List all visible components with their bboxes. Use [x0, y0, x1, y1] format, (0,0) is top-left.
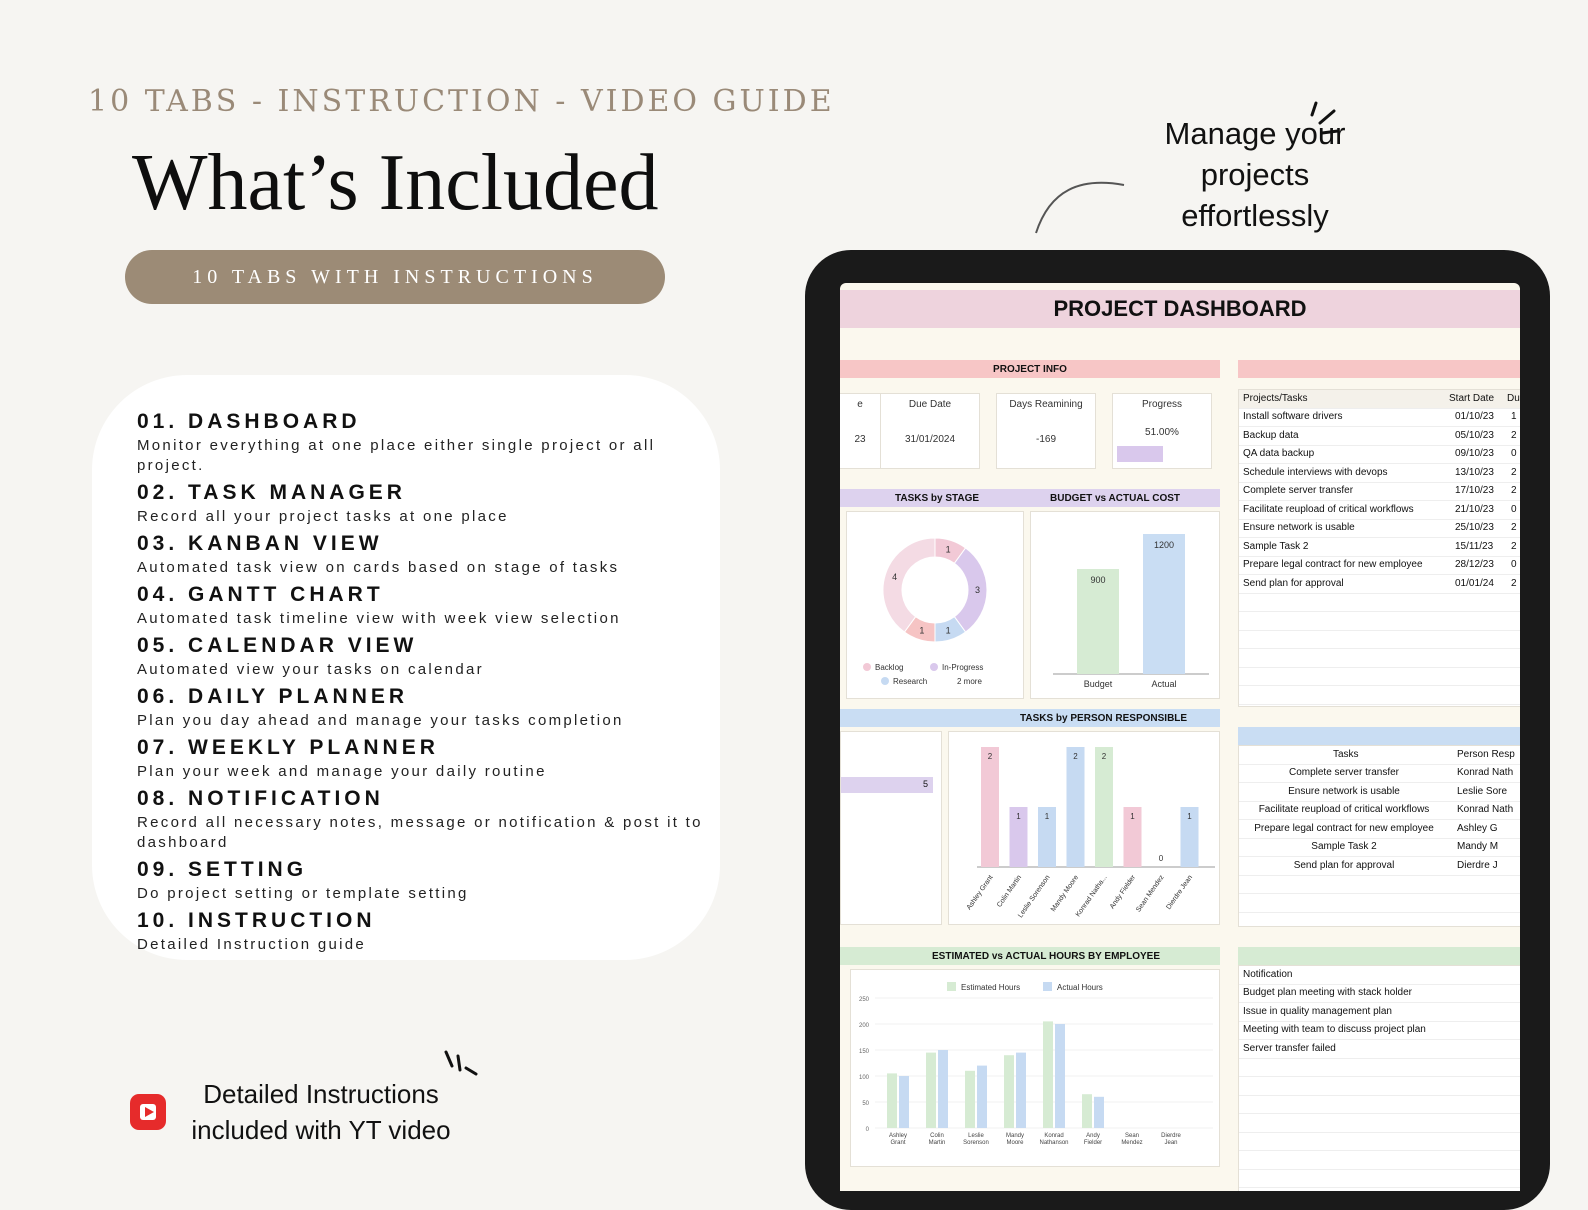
- hours-act-bar: [1016, 1053, 1026, 1128]
- person-value-label: 2: [1101, 752, 1107, 761]
- tab-description: Record all your project tasks at one place: [137, 508, 509, 525]
- table-cell: Leslie Sore: [1457, 785, 1508, 797]
- table-row: [1239, 764, 1520, 783]
- donut-card: [846, 511, 1024, 699]
- tab-heading: 06. DAILY PLANNER: [137, 685, 409, 708]
- table-cell: Install software drivers: [1243, 411, 1343, 422]
- donut-label: 1: [919, 625, 925, 636]
- table-row: [1239, 1095, 1520, 1114]
- person-name-label: Andy Fielder: [1108, 874, 1138, 911]
- table-cell: 15/11/23: [1455, 540, 1494, 552]
- hours-act-bar: [1094, 1097, 1104, 1128]
- table-cell: Schedule interviews with devops: [1243, 466, 1388, 478]
- kpi-label: Progress: [1141, 399, 1182, 410]
- hours-est-bar: [1004, 1055, 1014, 1128]
- table-header-cell: Start Date: [1449, 393, 1495, 404]
- tab-item: [137, 787, 707, 853]
- legend-dot: [930, 663, 938, 671]
- table-row: [1239, 1151, 1520, 1170]
- table-header-cell: Projects/Tasks: [1243, 393, 1308, 404]
- table-cell: 05/10/23: [1455, 429, 1494, 441]
- progress-fill: [1117, 446, 1163, 462]
- person-value-label: 1: [1130, 812, 1135, 821]
- person-name-label: Konrad Natha...: [1074, 874, 1109, 919]
- kpi-label: Days Reamining: [1009, 399, 1083, 410]
- hours-bar-chart: [851, 970, 1219, 1166]
- hours-est-bar: [1082, 1094, 1092, 1128]
- notif-header-cell: Notification: [1243, 969, 1293, 980]
- stage-budget-header: [840, 489, 1220, 507]
- table-row: [1239, 575, 1520, 594]
- hours-name-label: Colin: [930, 1133, 944, 1139]
- sparkle-icon: [440, 1048, 480, 1088]
- person-name-label: Colin Martin: [995, 874, 1024, 909]
- tab-heading: 05. CALENDAR VIEW: [137, 634, 418, 657]
- tabs-list: [137, 410, 707, 955]
- table-row: [1239, 1114, 1520, 1133]
- tab-description: Plan your week and manage your daily routine: [137, 763, 547, 780]
- table-cell: 13/10/23: [1455, 466, 1494, 478]
- hours-est-bar: [1043, 1021, 1053, 1128]
- table-cell: 28/12/23: [1455, 559, 1494, 570]
- table-row: [1239, 984, 1520, 1003]
- hours-legend-label: Estimated Hours: [961, 983, 1021, 992]
- legend-swatch: [947, 982, 956, 991]
- table-cell: Ashley G: [1457, 822, 1498, 834]
- table-row: [1239, 1040, 1520, 1059]
- table-cell: Konrad Nath: [1457, 767, 1514, 778]
- table-cell: Facilitate reupload of critical workflows: [1243, 503, 1414, 515]
- tab-description: Record all necessary notes, message or notification & post it to dashboard: [137, 814, 703, 851]
- yt-caption: [176, 1076, 466, 1148]
- tab-heading: 04. GANTT CHART: [137, 583, 384, 606]
- y-tick-label: 150: [858, 1049, 869, 1055]
- y-tick-label: 200: [858, 1023, 869, 1029]
- hours-name-label: Konrad: [1044, 1133, 1064, 1139]
- y-tick-label: 0: [865, 1127, 869, 1133]
- tab-description: Automated task timeline view with week view selection: [137, 610, 621, 627]
- legend-dot: [863, 663, 871, 671]
- tab-description: Do project setting or template setting: [137, 885, 469, 902]
- hours-est-bar: [965, 1071, 975, 1128]
- hours-act-bar: [899, 1076, 909, 1128]
- person-header: [840, 709, 1220, 727]
- table-row: [1239, 612, 1520, 631]
- tab-heading: 02. TASK MANAGER: [137, 481, 406, 504]
- notif-cell: Budget plan meeting with stack holder: [1243, 987, 1412, 998]
- table-cell: 01/10/23: [1455, 411, 1494, 422]
- table-cell: Prepare legal contract for new employee: [1254, 822, 1434, 834]
- dashboard-screen: [840, 283, 1520, 1191]
- tasks-list-header: [1238, 360, 1520, 378]
- table-cell: 21/10/23: [1455, 503, 1494, 515]
- person-value-label: 1: [1016, 812, 1021, 821]
- table-row: [1239, 783, 1520, 802]
- person-value-label: 1: [1044, 812, 1050, 821]
- hours-name-label: Sean: [1124, 1133, 1140, 1139]
- hours-name-label: Moore: [1006, 1140, 1024, 1146]
- table-row: [1239, 667, 1520, 686]
- table-header-cell: Du: [1507, 393, 1520, 404]
- kpi-label: Due Date: [908, 399, 952, 410]
- tasks-table-header: [1239, 390, 1520, 409]
- tab-item: [137, 532, 707, 578]
- table-row: [1239, 686, 1520, 705]
- person-name-label: Leslie Sorenson: [1017, 874, 1052, 920]
- budget-category-label: Budget: [1083, 679, 1113, 689]
- budget-title: BUDGET vs ACTUAL COST: [1050, 492, 1181, 504]
- table-cell: 0: [1511, 448, 1517, 459]
- budget-value-label: 900: [1090, 575, 1106, 585]
- table-cell: 09/10/23: [1455, 448, 1494, 459]
- hours-name-label: Sorenson: [963, 1140, 989, 1146]
- tab-item: [137, 909, 707, 955]
- tab-heading: 09. SETTING: [137, 858, 308, 881]
- kpi-value: 31/01/2024: [904, 434, 956, 445]
- table-cell: 2: [1511, 485, 1517, 496]
- hours-card: [850, 969, 1220, 1167]
- project-info-header: PROJECT INFO: [840, 360, 1220, 378]
- hours-name-label: Grant: [890, 1140, 906, 1146]
- tab-item: [137, 410, 707, 476]
- table-cell: 01/01/24: [1455, 577, 1494, 589]
- tab-description: Plan you day ahead and manage your tasks completion: [137, 712, 624, 729]
- y-tick-label: 250: [858, 997, 869, 1003]
- kpi-card: [880, 393, 980, 469]
- hours-name-label: Dierdre: [1161, 1133, 1181, 1139]
- table-row: [1239, 1021, 1520, 1040]
- stage-donut-chart: [847, 512, 1023, 698]
- hours-legend-label: Actual Hours: [1057, 983, 1103, 992]
- table-cell: Facilitate reupload of critical workflows: [1258, 804, 1430, 815]
- table-cell: 25/10/23: [1455, 522, 1494, 533]
- hours-name-label: Jean: [1164, 1140, 1178, 1146]
- person-value-label: 1: [1187, 812, 1192, 821]
- resp-table: [1238, 745, 1520, 927]
- y-tick-label: 100: [858, 1075, 869, 1081]
- hours-act-bar: [1055, 1024, 1065, 1128]
- hours-header: [840, 947, 1220, 965]
- table-cell: Konrad Nath: [1457, 804, 1514, 815]
- tab-description: Automated task view on cards based on stage of tasks: [137, 559, 620, 576]
- table-row: [1239, 649, 1520, 668]
- table-cell: Send plan for approval: [1243, 577, 1344, 589]
- table-cell: 2: [1511, 577, 1517, 589]
- table-cell: 1: [1511, 411, 1517, 422]
- donut-legend-label: Research: [893, 677, 928, 686]
- person-name-label: Dierdre Jean: [1165, 874, 1195, 911]
- table-row: [1239, 838, 1520, 857]
- kpi-value: 23: [854, 434, 866, 445]
- person-bar: [981, 747, 999, 867]
- table-cell: Ensure network is usable: [1243, 522, 1355, 533]
- tasks-stage-title: TASKS by STAGE: [895, 492, 980, 504]
- tab-item: [137, 858, 707, 904]
- callout-arrow-icon: [1030, 95, 1380, 245]
- yt-caption-line1: Detailed Instructions: [203, 1079, 439, 1109]
- donut-slice: [954, 548, 987, 632]
- tab-item: [137, 583, 707, 629]
- table-row: [1239, 464, 1520, 483]
- table-cell: Backup data: [1243, 429, 1299, 441]
- table-row: [1239, 538, 1520, 557]
- person-bar-chart: [949, 732, 1219, 924]
- notif-cell: Meeting with team to discuss project plan: [1243, 1024, 1426, 1035]
- donut-legend-label: Backlog: [875, 663, 904, 672]
- kpi-label: e: [857, 399, 863, 410]
- tab-heading: 10. INSTRUCTION: [137, 909, 376, 932]
- resp-header: [1238, 727, 1520, 745]
- person-bar: [1095, 747, 1113, 867]
- table-cell: 2: [1511, 429, 1517, 441]
- table-row: [1239, 519, 1520, 538]
- table-row: [1239, 593, 1520, 612]
- table-header-cell: Person Resp: [1457, 749, 1515, 760]
- person-bar: [1067, 747, 1085, 867]
- tab-item: [137, 685, 707, 731]
- table-row: [1239, 482, 1520, 501]
- tab-heading: 07. WEEKLY PLANNER: [137, 736, 439, 759]
- yt-caption-line2: included with YT video: [191, 1115, 451, 1145]
- table-row: [1239, 427, 1520, 446]
- person-value-label: 2: [1073, 752, 1078, 761]
- table-cell: 0: [1511, 503, 1517, 515]
- hours-est-bar: [926, 1053, 936, 1128]
- page-title: What’s Included: [132, 139, 659, 227]
- callout-line2: projects: [1200, 157, 1310, 192]
- budget-bar: [1143, 534, 1185, 674]
- hours-name-label: Leslie: [968, 1133, 984, 1139]
- kicker-text: 10 TABS - INSTRUCTION - VIDEO GUIDE: [88, 84, 835, 119]
- table-header-cell: Tasks: [1333, 749, 1359, 760]
- budget-category-label: Actual: [1151, 679, 1177, 689]
- hbar-label: 5: [923, 779, 929, 789]
- tabs-badge: 10 TABS WITH INSTRUCTIONS: [125, 250, 665, 304]
- table-row: [1239, 820, 1520, 839]
- table-row: [1239, 1169, 1520, 1188]
- budget-value-label: 1200: [1153, 540, 1175, 550]
- tab-heading: 08. NOTIFICATION: [137, 787, 384, 810]
- callout-line1: Manage your: [1164, 116, 1346, 151]
- notif-header: [1238, 947, 1520, 965]
- budget-card: [1030, 511, 1220, 699]
- kpi-card: [996, 393, 1096, 469]
- table-row: [1239, 1003, 1520, 1022]
- tab-item: [137, 736, 707, 782]
- budget-bar-chart: [1031, 512, 1219, 698]
- table-cell: Dierdre J: [1457, 859, 1498, 871]
- table-cell: Send plan for approval: [1293, 859, 1395, 871]
- kpi-value: 51.00%: [1145, 427, 1179, 438]
- hours-title: ESTIMATED vs ACTUAL HOURS BY EMPLOYEE: [932, 950, 1160, 962]
- donut-label: 4: [892, 571, 898, 582]
- table-row: [1239, 630, 1520, 649]
- table-cell: 2: [1511, 540, 1517, 552]
- table-cell: 17/10/23: [1455, 485, 1494, 496]
- table-row: [1239, 875, 1520, 894]
- youtube-icon: [130, 1094, 166, 1130]
- tab-heading: 01. DASHBOARD: [137, 410, 361, 433]
- hbar-card: [840, 731, 942, 925]
- table-cell: Prepare legal contract for new employee: [1243, 559, 1423, 570]
- dashboard-title: PROJECT DASHBOARD: [840, 290, 1520, 328]
- hours-name-label: Nathanson: [1039, 1140, 1069, 1146]
- hours-act-bar: [977, 1066, 987, 1128]
- hours-name-label: Mandy: [1005, 1133, 1025, 1139]
- tasks-table: [1238, 389, 1520, 707]
- table-row: [1239, 501, 1520, 520]
- y-tick-label: 50: [862, 1101, 869, 1107]
- hours-name-label: Ashley: [888, 1133, 908, 1139]
- donut-label: 1: [945, 625, 951, 636]
- table-row: [1239, 1058, 1520, 1077]
- table-cell: Complete server transfer: [1288, 767, 1400, 778]
- table-row: [1239, 894, 1520, 913]
- hours-act-bar: [938, 1050, 948, 1128]
- hbar: [841, 777, 933, 793]
- donut-label: 3: [974, 585, 981, 595]
- notif-cell: Issue in quality management plan: [1243, 1005, 1392, 1017]
- kpi-card: [1112, 393, 1212, 469]
- donut-legend-label: In-Progress: [942, 663, 984, 672]
- hours-name-label: Mendez: [1121, 1140, 1143, 1146]
- table-row: [1239, 1077, 1520, 1096]
- table-cell: 2: [1511, 466, 1517, 478]
- donut-legend-label: 2 more: [957, 677, 982, 686]
- table-row: [1239, 408, 1520, 427]
- progress-bar: [1117, 446, 1207, 462]
- legend-swatch: [1043, 982, 1052, 991]
- tab-item: [137, 481, 707, 527]
- hours-est-bar: [887, 1073, 897, 1128]
- table-cell: Sample Task 2: [1311, 841, 1377, 852]
- table-cell: Complete server transfer: [1243, 485, 1354, 496]
- notif-cell: Server transfer failed: [1243, 1042, 1336, 1054]
- hours-name-label: Martin: [928, 1140, 946, 1146]
- donut-label: 1: [945, 544, 951, 555]
- notif-header-row: [1239, 966, 1520, 985]
- hours-name-label: Andy: [1086, 1133, 1100, 1139]
- table-cell: Mandy M: [1457, 841, 1499, 852]
- table-cell: 0: [1511, 559, 1517, 570]
- table-cell: Ensure network is usable: [1288, 785, 1400, 797]
- person-title: TASKS by PERSON RESPONSIBLE: [1020, 712, 1188, 724]
- hours-name-label: Fielder: [1083, 1140, 1103, 1146]
- table-row: [1239, 556, 1520, 575]
- resp-table-header: [1239, 746, 1520, 765]
- person-name-label: Mandy Moore: [1049, 874, 1081, 914]
- notif-table: [1238, 965, 1520, 1191]
- tab-heading: 03. KANBAN VIEW: [137, 532, 383, 555]
- table-row: [1239, 857, 1520, 876]
- table-cell: QA data backup: [1243, 448, 1315, 459]
- person-name-label: Ashley Grant: [965, 874, 995, 912]
- tab-description: Monitor everything at one place either single project or all project.: [137, 437, 656, 474]
- kpi-value: -169: [1035, 434, 1056, 445]
- table-row: [1239, 1132, 1520, 1151]
- tab-description: Detailed Instruction guide: [137, 936, 367, 953]
- donut-slice: [883, 538, 935, 632]
- person-name-label: Sean Mendez: [1135, 874, 1166, 914]
- tab-description: Automated view your tasks on calendar: [137, 661, 484, 678]
- person-value-label: 0: [1158, 854, 1164, 863]
- table-cell: 2: [1511, 522, 1517, 533]
- table-row: [1239, 801, 1520, 820]
- tab-item: [137, 634, 707, 680]
- table-row: [1239, 445, 1520, 464]
- table-cell: Sample Task 2: [1243, 540, 1309, 552]
- callout-line3: effortlessly: [1181, 198, 1329, 233]
- person-card: [948, 731, 1220, 925]
- person-value-label: 2: [987, 752, 993, 761]
- legend-dot: [881, 677, 889, 685]
